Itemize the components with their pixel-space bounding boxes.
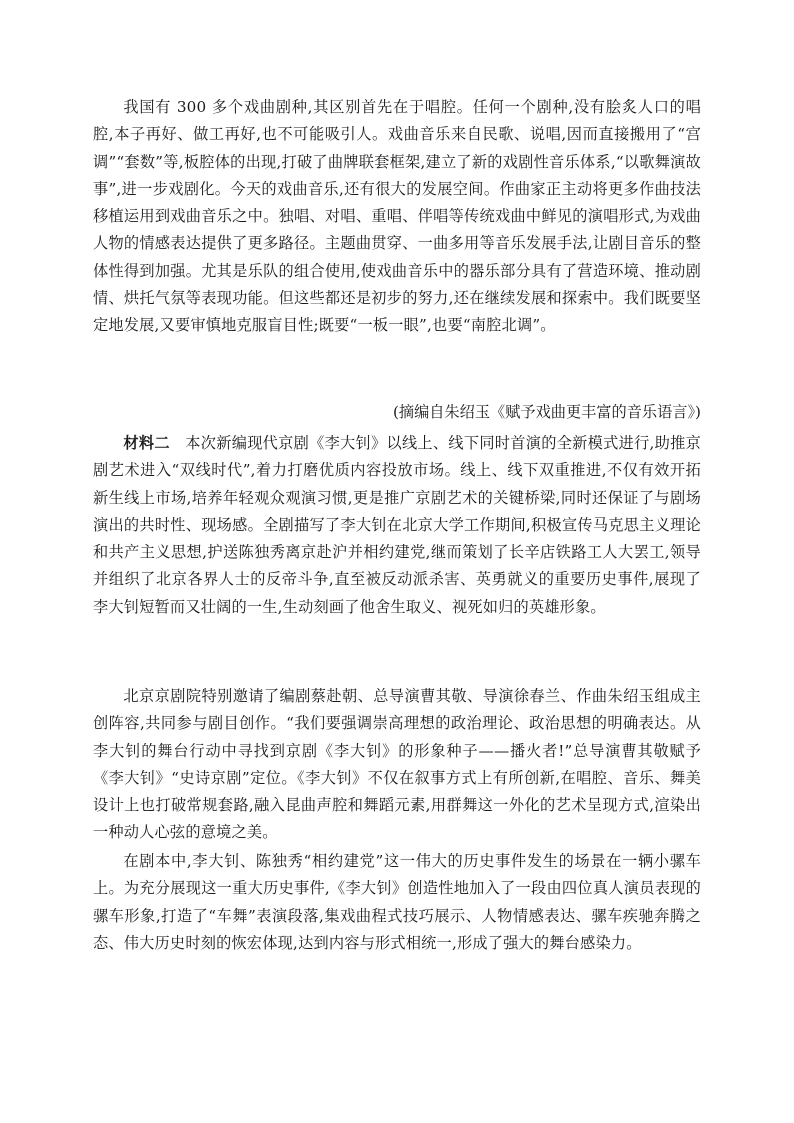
source-citation: (摘编自朱绍玉《赋予戏曲更丰富的音乐语言》) xyxy=(392,403,701,421)
paragraph-material-two xyxy=(93,430,701,621)
paragraph-cart-dance: 在剧本中,李大钊、陈独秀“相约建党”这一伟大的历史事件发生的场景在一辆小骡车上。为充分展现这一重大历史事件,《李大钊》创造性地加入了一段由四位真人演员表现的骡车形象,打造了“车舞”表演段落,集戏曲程式技巧展示、人物情感表达、骡车疾驰奔腾之态、伟大历史时刻的恢宏体现,达到内容与形式相统一,形成了强大的舞台感染力。 xyxy=(93,852,701,952)
paragraph-opera-music: 我国有 300 多个戏曲剧种,其区别首先在于唱腔。任何一个剧种,没有脍炙人口的唱腔,本子再好、做工再好,也不可能吸引人。戏曲音乐来自民歌、说唱,因而直接搬用了“宫调”“套数”等,板腔体的出现,打破了曲牌联套框架,建立了新的戏剧性音乐体系,“以歌舞演故事”,进一步戏剧化。今天的戏曲音乐,还有很大的发展空间。作曲家正主动将更多作曲技法移植运用到戏曲音乐之中。独唱、对唱、重唱、伴唱等传统戏曲中鲜见的演唱形式,为戏曲人物的情感表达提供了更多路径。主题曲贯穿、一曲多用等音乐发展手法,让剧目音乐的整体性得到加强。尤其是乐队的组合使用,使戏曲音乐中的器乐部分具有了营造环境、推动剧情、烘托气氛等表现功能。但这些都还是初步的努力,还在继续发展和探索中。我们既要坚定地发展,又要审慎地克服盲目性;既要“一板一眼”,也要“南腔北调”。 xyxy=(93,98,701,335)
material-label: 材料二 xyxy=(123,434,170,452)
material-two-body: 本次新编现代京剧《李大钊》以线上、线下同时首演的全新模式进行,助推京剧艺术进入“双线时代”,着力打磨优质内容投放市场。线上、线下双重推进,不仅有效开拓新生线上市场,培养年轻观众观演习惯,更是推广京剧艺术的关键桥梁,同时还保证了与剧场演出的共时性、现场感。全剧描写了李大钊在北京大学工作期间,积极宣传马克思主义理论和共产主义思想,护送陈独秀离京赴沪并相约建党,继而策划了长辛店铁路工人大罢工,领导并组织了北京各界人士的反帝斗争,直至被反动派杀害、英勇就义的重要历史事件,展现了李大钊短暂而又壮阔的一生,生动刻画了他舍生取义、视死如归的英雄形象。 xyxy=(93,434,702,616)
paragraph-creative-team: 北京京剧院特别邀请了编剧蔡赴朝、总导演曹其敬、导演徐春兰、作曲朱绍玉组成主创阵容,共同参与剧目创作。“我们要强调崇高理想的政治理论、政治思想的明确表达。从李大钊的舞台行动中寻找到京剧《李大钊》的形象种子——播火者!”总导演曹其敬赋予《李大钊》“史诗京剧”定位。《李大钊》不仅在叙事方式上有所创新,在唱腔、音乐、舞美设计上也打破常规套路,融入昆曲声腔和舞蹈元素,用群舞这一外化的艺术呈现方式,渲染出一种动人心弦的意境之美。 xyxy=(93,687,701,842)
